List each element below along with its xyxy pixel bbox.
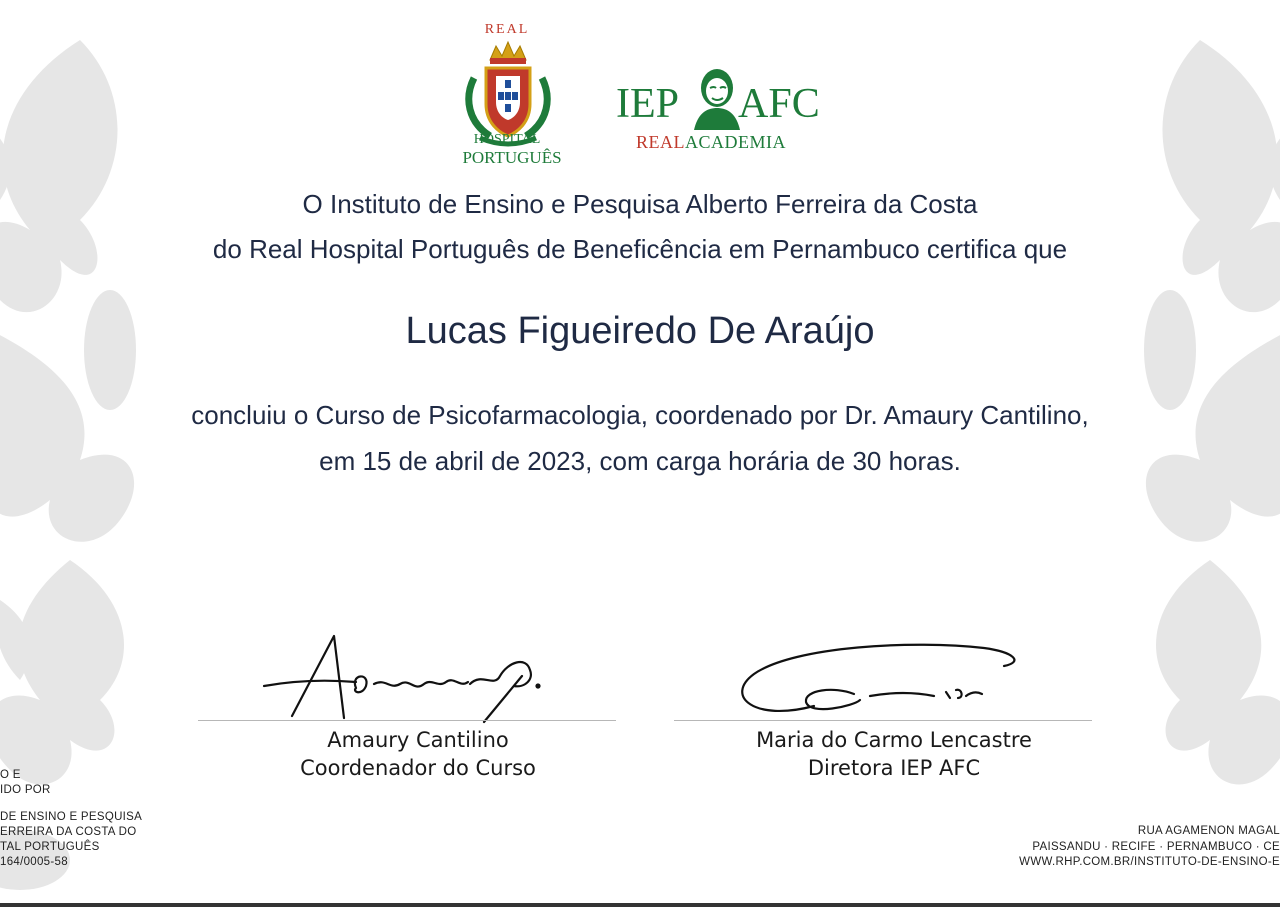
certificate-body-line-2: em 15 de abril de 2023, com carga horária de 30 horas. xyxy=(319,446,961,476)
signatory-role: Coordenador do Curso xyxy=(300,756,536,780)
footer-issuer-info xyxy=(0,768,200,870)
footer-issuer-line: 164/0005-58 xyxy=(0,856,68,868)
iep-logo-subtitle xyxy=(636,132,786,153)
footer-heading-line: O E xyxy=(0,769,21,781)
rhp-logo xyxy=(452,18,580,170)
signature-line xyxy=(198,720,616,721)
signatory-name: Maria do Carmo Lencastre xyxy=(756,728,1032,752)
footer-address-line: PAISSANDU · RECIFE · PERNAMBUCO · CE xyxy=(1032,840,1280,853)
rhp-logo-line1: HOSPITAL xyxy=(473,132,541,147)
certificate-intro-line-1: O Instituto de Ensino e Pesquisa Alberto Ferreira da Costa xyxy=(302,189,978,219)
signature-coordinator xyxy=(238,626,578,726)
signature-block-coordinator xyxy=(198,620,618,790)
certificate-body-line-1: concluiu o Curso de Psicofarmacologia, coordenado por Dr. Amaury Cantilino, xyxy=(191,400,1089,430)
iep-logo-left-text: IEP xyxy=(616,81,679,127)
footer-issuer-line: ERREIRA DA COSTA DO xyxy=(0,826,137,838)
signature-line xyxy=(674,720,1092,721)
rhp-logo-top-text: REAL xyxy=(484,22,530,37)
signatory-role: Diretora IEP AFC xyxy=(807,756,981,780)
founder-portrait-icon xyxy=(690,64,744,130)
iep-afc-logo xyxy=(612,62,842,162)
footer-address-line: RUA AGAMENON MAGAL xyxy=(1137,825,1280,837)
signature-director xyxy=(714,626,1054,726)
certificate-intro-line-2: do Real Hospital Português de Beneficência em Pernambuco certifica que xyxy=(212,234,1068,264)
footer-issuer-line: TAL PORTUGUÊS xyxy=(0,841,100,853)
recipient-name: Lucas Figueiredo De Araújo xyxy=(405,310,875,352)
footer-address xyxy=(950,824,1280,871)
signatory-name: Amaury Cantilino xyxy=(327,728,509,752)
footer-heading-line: IDO POR xyxy=(0,784,51,796)
rhp-logo-line2: PORTUGUÊS xyxy=(462,148,562,167)
bottom-border xyxy=(0,903,1280,907)
iep-logo-subtitle-red: REAL xyxy=(636,132,685,152)
iep-logo-right-text: AFC xyxy=(738,81,820,127)
iep-logo-subtitle-green: ACADEMIA xyxy=(685,132,786,152)
footer-address-line: WWW.RHP.COM.BR/INSTITUTO-DE-ENSINO-E xyxy=(1019,856,1280,868)
footer-issuer-line: DE ENSINO E PESQUISA xyxy=(0,811,143,823)
signature-block-director xyxy=(674,620,1094,790)
